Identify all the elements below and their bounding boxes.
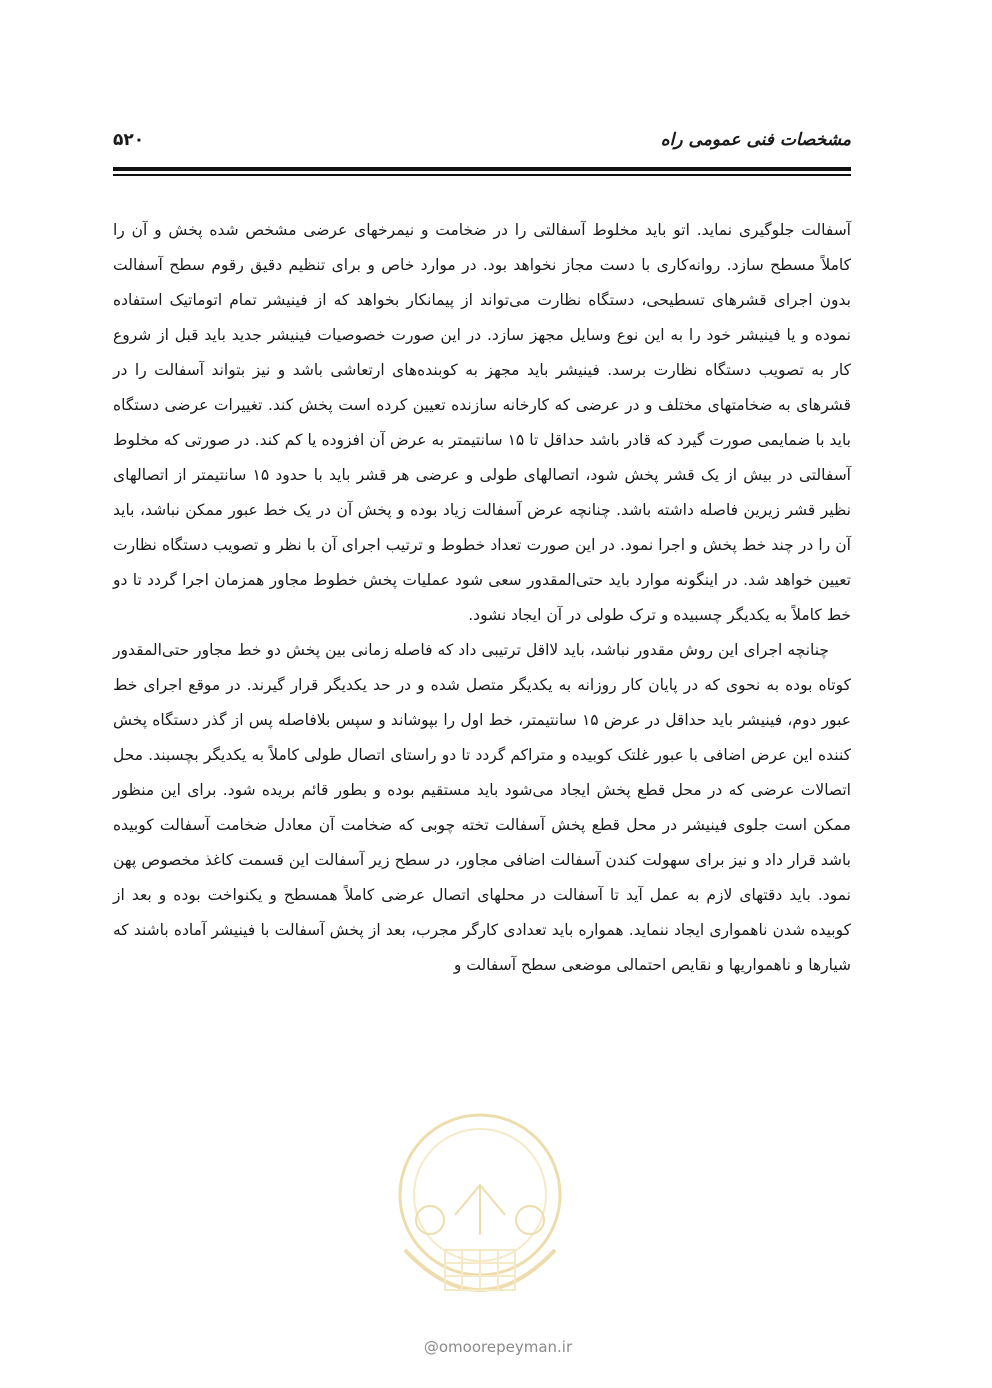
watermark-url: @omoorepeyman.ir	[423, 1338, 573, 1356]
header-rule-thin	[113, 174, 851, 176]
header-rule-thick	[113, 167, 851, 171]
body-text	[113, 213, 851, 983]
page-header	[113, 128, 851, 162]
watermark-seal	[385, 1100, 575, 1325]
page-number: ۵۲۰	[113, 130, 145, 150]
paragraph: آسفالت جلوگیری نماید. اتو باید مخلوط آسفالتی را در ضخامت و نیمرخهای عرضی مشخص شده پخش و آن را کاملاً مسطح سازد. روانه‌کاری با دست مجاز نخواهد بود. در موارد خاص و برای تنظیم دقیق رقوم سطح آسفالت بدون اجرای قشرهای تسطیحی، دستگاه نظارت می‌تواند از پیمانکار بخواهد که از فینیشر تمام اتوماتیک استفاده نموده و یا فینیشر خود را به این نوع وسایل مجهز سازد. در این صورت خصوصیات فینیشر جدید باید قبل از شروع کار به تصویب دستگاه نظارت برسد. فینیشر باید مجهز به کوبنده‌های ارتعاشی باشد و نیز بتواند آسفالت را در قشرهای به ضخامتهای مختلف و در عرضی که کارخانه سازنده تعیین کرده است پخش کند. تغییرات عرضی دستگاه باید با ضمایمی صورت گیرد که قادر باشد حداقل تا ۱۵ سانتیمتر به عرض آن افزوده یا کم کند. در صورتی که مخلوط آسفالتی در بیش از یک قشر پخش شود، اتصالهای طولی و عرضی هر قشر باید با حدود ۱۵ سانتیمتر از اتصالهای نظیر قشر زیرین فاصله داشته باشد. چنانچه عرض آسفالت زیاد بوده و پخش آن در یک خط عبور ممکن نباشد، باید آن را در چند خط پخش و اجرا نمود. در این صورت تعداد خطوط و ترتیب اجرای آن با نظر و تصویب دستگاه نظارت تعیین خواهد شد. در اینگونه موارد باید حتی‌المقدور سعی شود عملیات پخش خطوط مجاور همزمان اجرا گردد تا دو خط کاملاً به یکدیگر چسبیده و ترک طولی در آن ایجاد نشود.	[113, 221, 851, 624]
paragraph: چنانچه اجرای این روش مقدور نباشد، باید لااقل ترتیبی داد که فاصله زمانی بین پخش دو خط مجاور حتی‌المقدور کوتاه بوده به نحوی که در پایان کار روزانه به یکدیگر متصل شده و در حد یکدیگر قرار گیرند. در موقع اجرای خط عبور دوم، فینیشر باید حداقل در عرض ۱۵ سانتیمتر، خط اول را بپوشاند و سپس بلافاصله پس از گذر دستگاه پخش کننده این عرض اضافی با عبور غلتک کوبیده و متراکم گردد تا دو راستای اتصال طولی کاملاً به یکدیگر بچسبند. محل اتصالات عرضی که در محل قطع پخش ایجاد می‌شود باید مستقیم بوده و بطور قائم بریده شود. برای این منظور ممکن است جلوی فینیشر در محل قطع پخش آسفالت تخته چوبی که ضخامت آن معادل ضخامت آسفالت کوبیده باشد قرار داد و نیز برای سهولت کندن آسفالت اضافی مجاور، در سطح زیر آسفالت این قسمت کاغذ مخصوص پهن نمود. باید دقتهای لازم به عمل آید تا آسفالت در محلهای اتصال عرضی کاملاً همسطح و یکنواخت بوده و بعد از کوبیده شدن ناهمواری ایجاد ننماید. همواره باید تعدادی کارگر مجرب، بعد از پخش آسفالت با فینیشر آماده باشند که شیارها و ناهمواریها و نقایص احتمالی موضعی سطح آسفالت و	[113, 641, 851, 974]
running-title: مشخصات فنی عمومی راه	[660, 130, 851, 150]
